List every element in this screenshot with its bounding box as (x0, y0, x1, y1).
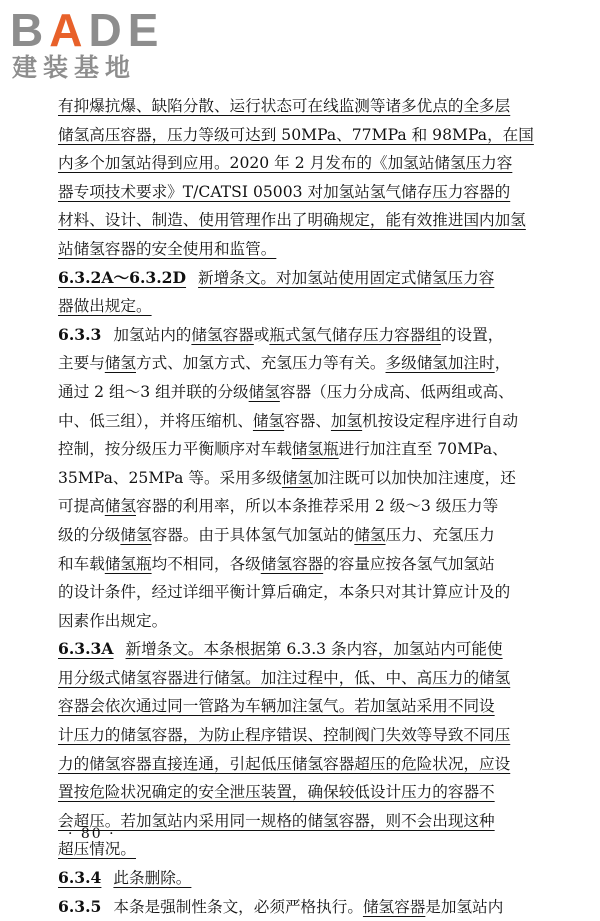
text-run: 内多个加氢站得到应用。2020 年 2 月发布的《加氢站储氢压力容 (58, 154, 513, 173)
document-body (58, 92, 544, 921)
text-line (58, 607, 544, 636)
text-line (58, 378, 544, 407)
text-line (58, 407, 544, 436)
text-line (58, 521, 544, 550)
text-line (58, 264, 544, 293)
text-line (58, 492, 544, 521)
text-run: 超压情况。 (58, 840, 136, 859)
logo-subtitle: 建装基地 (12, 54, 137, 82)
text-line (58, 893, 544, 921)
text-run: 方式、加氢方式、充氢压力等有关。 (136, 354, 386, 373)
text-run: 储氢 (104, 497, 136, 516)
text-run: 中、低三组），并将压缩机、 (58, 411, 253, 430)
text-run: 均不相同，各级 (151, 554, 261, 573)
text-run: 力的储氢容器直接连通，引起低压储氢容器超压的危险状况，应设 (58, 754, 511, 773)
text-line (58, 292, 544, 321)
text-run: 储氢 (354, 525, 386, 544)
text-run: 容器（压力分成高、低两组或高、 (279, 382, 514, 401)
text-run: 储氢 (104, 354, 136, 373)
text-run: 通过 2 组～3 组并联的分级 (58, 382, 249, 401)
text-run: 级的分级 (58, 525, 121, 544)
text-run: 瓶式氢气储存压力容器组 (269, 325, 441, 344)
text-run: 加氢 (330, 411, 363, 430)
text-line (58, 807, 544, 836)
text-line (58, 435, 544, 464)
text-line (58, 464, 544, 493)
text-run: 储氢高压容器，压力等级可达到 50MPa、77MPa 和 98MPa，在国 (58, 125, 534, 144)
text-run: 有抑爆抗爆、缺陷分散、运行状态可在线监测等诸多优点的全多层 (58, 97, 511, 115)
text-run: 的容量应按各氢气加氢站 (323, 554, 495, 573)
logo-wordmark: BADE (10, 4, 165, 56)
clause-number: 6.3.4 (58, 868, 102, 888)
text-run: 容器的利用率，所以本条推荐采用 2 级～3 级压力等 (136, 497, 499, 516)
text-run: 会超压。若加氢站内采用同一规格的储氢容器，则不会出现这种 (58, 811, 495, 830)
text-run: 储氢容器 (191, 325, 254, 344)
text-line (58, 778, 544, 807)
text-line (58, 578, 544, 607)
text-line (58, 178, 544, 207)
text-run: 此条删除。 (113, 869, 192, 888)
text-run: 储氢 (248, 382, 280, 401)
text-line (58, 635, 544, 664)
text-run: 压力、充氢压力 (385, 525, 495, 544)
text-run: 站储氢容器的安全使用和监管。 (58, 239, 277, 258)
text-run: 因素作出规定。 (58, 611, 168, 630)
text-run: 的设计条件，经过详细平衡计算后确定，本条只对其计算应计及的 (58, 583, 511, 602)
bade-logo (10, 6, 164, 82)
text-line (58, 349, 544, 378)
text-line (58, 149, 544, 178)
text-run: 置按危险状况确定的安全泄压装置，确保较低设计压力的容器不 (58, 783, 495, 802)
text-run: 多级储氢加注时 (385, 354, 495, 373)
text-run: 可提高 (58, 497, 105, 516)
text-run: 容器会依次通过同一管路为车辆加注氢气。若加氢站采用不同设 (58, 697, 495, 716)
text-run: 材料、设计、制造、使用管理作出了明确规定，能有效推进国内加氢 (58, 211, 526, 230)
clause-number: 6.3.2A～6.3.2D (58, 267, 187, 287)
text-line (58, 235, 544, 264)
text-run: 和车载 (58, 554, 105, 573)
text-run: 控制，按分级压力平衡顺序对车载 (58, 440, 292, 459)
text-run: 主要与 (58, 354, 105, 373)
text-line (58, 92, 544, 121)
text-line (58, 321, 544, 350)
text-line (58, 206, 544, 235)
clause-number: 6.3.3 (58, 324, 102, 344)
text-run: 储氢 (252, 411, 285, 430)
text-run: 机按设定程序进行自动 (362, 411, 519, 430)
text-run: 器做出规定。 (58, 297, 152, 316)
text-run: 储氢容器 (260, 554, 324, 573)
text-run: 的设置， (440, 325, 504, 344)
text-run: 是加氢站内 (425, 897, 504, 916)
text-run: 新增条文。对加氢站使用固定式储氢压力容 (198, 268, 495, 287)
text-run: 35MPa、25MPa 等。采用多级 (58, 468, 282, 487)
text-run: 储氢 (120, 525, 152, 544)
text-run: 加氢站内的 (113, 325, 192, 344)
text-line (58, 864, 544, 893)
text-run: 储氢瓶 (104, 554, 152, 573)
text-line (58, 121, 544, 150)
page-number: · 80 · (68, 826, 116, 842)
text-run: 新增条文。本条根据第 6.3.3 条内容，加氢站内可能使 (125, 640, 503, 659)
text-run: 器专项技术要求》T/CATSI 05003 对加氢站氢气储存压力容器的 (58, 182, 511, 201)
text-run: 本条是强制性条文，必须严格执行。 (113, 897, 363, 916)
text-run: 用分级式储氢容器进行储氢。加注过程中，低、中、高压力的储氢 (58, 668, 511, 687)
text-line (58, 550, 544, 579)
text-run: 加注既可以加快加注速度，还 (313, 468, 516, 487)
text-run: 或 (253, 325, 270, 344)
text-run: 容器。由于具体氢气加氢站的 (151, 525, 355, 544)
text-line (58, 750, 544, 779)
text-run: 进行加注直至 70MPa、 (338, 440, 508, 459)
text-run: ， (494, 354, 511, 373)
text-line (58, 721, 544, 750)
clause-number: 6.3.5 (58, 896, 102, 916)
text-run: 计压力的储氢容器，为防止程序错误、控制阀门失效等导致不同压 (58, 726, 511, 745)
text-line (58, 692, 544, 721)
text-run: 储氢瓶 (291, 440, 339, 459)
clause-number: 6.3.3A (58, 639, 114, 659)
text-run: 容器、 (284, 411, 331, 430)
text-line (58, 664, 544, 693)
text-run: 储氢容器 (362, 897, 426, 916)
text-line (58, 835, 544, 864)
text-run: 储氢 (281, 468, 314, 487)
